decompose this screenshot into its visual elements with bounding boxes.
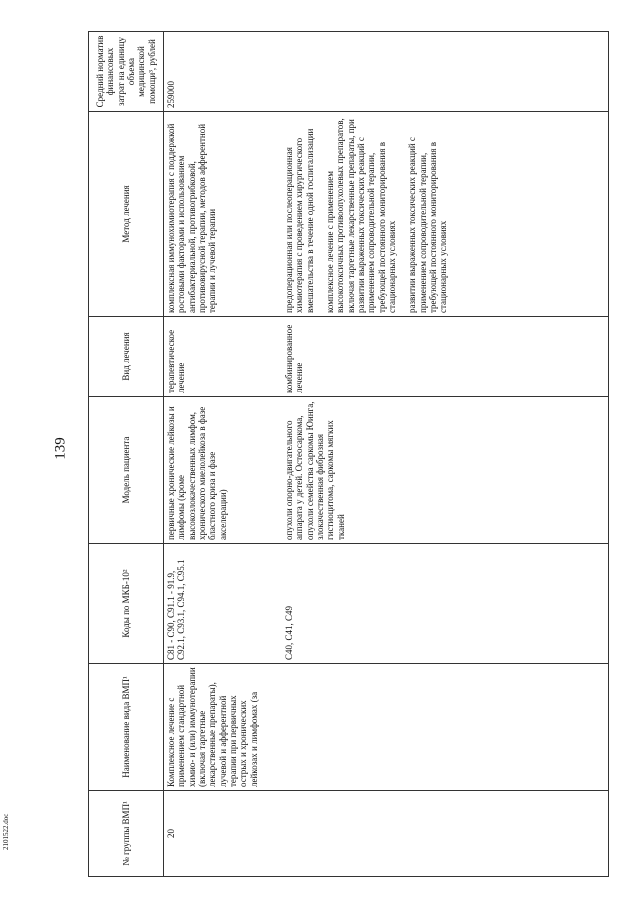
treatment-type: комбинированное лечение — [284, 324, 305, 393]
treatment-method: развитии выраженных токсических реакций с применением сопроводительной терапии, требующей постоянного мониторирования в стационарных условиях — [407, 137, 449, 313]
cell-model — [164, 397, 609, 544]
icd-codes: C81 - C90, C91.1 - 91.9, C92.1, C93.1, C94.1, C95.1 — [166, 559, 187, 660]
cell-codes — [164, 544, 609, 664]
header-group-number: № группы ВМП¹ — [89, 791, 164, 877]
header-treatment-method: Метод лечения — [89, 112, 164, 317]
treatment-method: предоперационная или послеоперационная химиотерапия с проведением хирургического вмешательства в течение одной госпитализации — [284, 128, 315, 313]
group-number: 20 — [166, 829, 176, 838]
cell-method — [164, 112, 609, 317]
rotated-table-wrapper — [88, 32, 618, 877]
vmp-table — [88, 31, 609, 877]
icd-codes: C40, C41, C49 — [284, 605, 294, 660]
treatment-method: комплексное лечение с применением высокотоксичных противоопухолевых препаратов, включая таргетные лекарственные препараты, при развитии выраженных токсических реакций с применением сопроводительной терапии, требующей постоянного мониторирования в стационарных условиях — [325, 118, 398, 313]
treatment-type: терапевтическое лечение — [166, 329, 187, 393]
patient-model: первичные хронические лейкозы и лимфомы (кроме высокозлокачественных лимфом, хронического миелолейкоза в фазе бластного криза и фазе акселерации) — [166, 406, 228, 540]
treatment-method: комплексная иммунохимиотерапия с поддержкой ростовыми факторами и использованием антибактериальной, противогрибковой, противовирусной терапии, методов афферентной терапии и лучевой терапии — [166, 123, 218, 313]
cost-value: 259000 — [166, 81, 176, 108]
table-header-row — [89, 32, 164, 877]
cell-cost — [164, 32, 609, 112]
header-treatment-type: Вид лечения — [89, 317, 164, 397]
cell-name — [164, 664, 609, 791]
page-number: 139 — [52, 437, 69, 460]
patient-model: опухоли опорно-двигательного аппарата у детей. Остеосаркома, опухоли семейства саркомы Юинга, злокачественная фиброзная гистиоцитома, саркомы мягких тканей — [284, 401, 346, 540]
header-cost-norm: Средний норматив финансовых затрат на единицу объема медицинской помощи³, рублей — [89, 32, 164, 112]
document-filename: 2101522.doc — [2, 813, 10, 850]
cell-type — [164, 317, 609, 397]
table-row — [164, 32, 609, 877]
header-patient-model: Модель пациента — [89, 397, 164, 544]
cell-group — [164, 791, 609, 877]
header-icd-codes: Коды по МКБ-10² — [89, 544, 164, 664]
vmp-name: Комплексное лечение с применением стандартной химио- и (или) иммунотерапии (включая таргетные лекарственные препараты), лучевой и афферентной терапии при первичных острых и хронических лейкозах и лимфомах (за — [166, 667, 259, 787]
header-vmp-name: Наименование вида ВМП¹ — [89, 664, 164, 791]
